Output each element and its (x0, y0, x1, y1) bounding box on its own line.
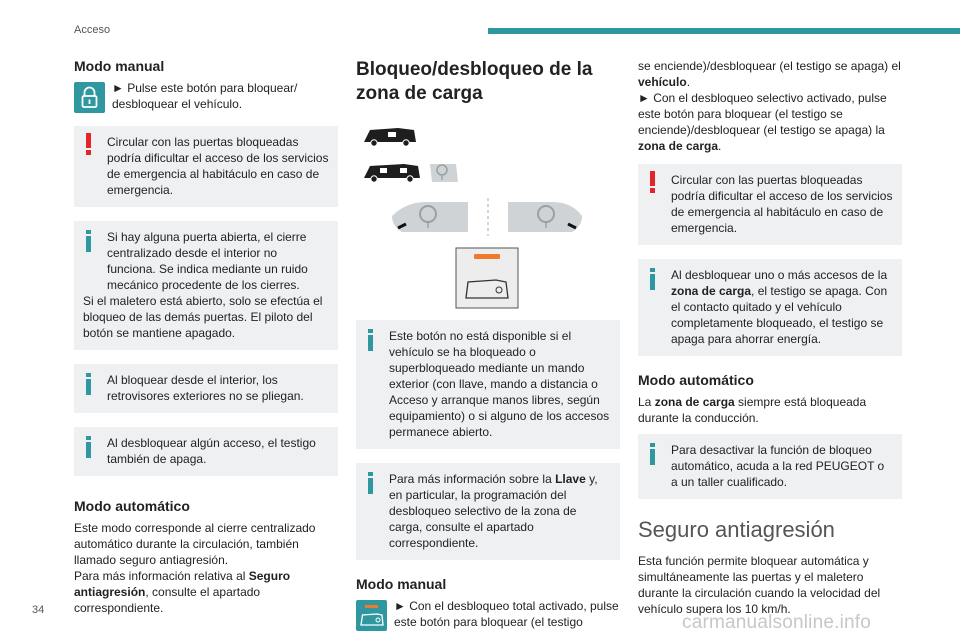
watermark: carmanualsonline.info (682, 612, 872, 633)
manual-mode-title: Modo manual (74, 58, 165, 74)
warning-text: Circular con las puertas bloqueadas podría dificultar el acceso de los servicios de emergencia al habitáculo en caso de emergencia. (107, 135, 329, 197)
info-box-deactivate (638, 434, 902, 499)
warning-icon (650, 171, 655, 193)
cargo-lock-button-icon (456, 248, 518, 308)
info-box-doors (74, 221, 338, 350)
steering-wheel-icon (508, 202, 582, 232)
column-left (74, 52, 338, 616)
info-box-mirrors (74, 364, 338, 413)
header-accent-bar (488, 28, 960, 34)
van-icon (364, 164, 420, 182)
info-text-indicator: Al desbloquear algún acceso, el testigo también de apaga. (107, 436, 316, 466)
info-icon (86, 230, 91, 252)
column-right (638, 52, 902, 617)
selective-unlock-text: ► Con el desbloqueo selectivo activado, pulse este botón para bloquear (el testigo se enciende)/desbloquear (el testigo se apaga) la zona de carga. (638, 91, 887, 153)
warning-box (74, 126, 338, 207)
column-middle (356, 52, 620, 640)
header-label: Acceso (74, 24, 111, 36)
info-icon (368, 472, 373, 494)
vehicle-lock-text: se enciende)/desbloquear (el testigo se apaga) el vehículo. (638, 59, 901, 89)
warning-text: Circular con las puertas bloqueadas podría dificultar el acceso de los servicios de emergencia al habitáculo en caso de emergencia. (671, 173, 893, 235)
info-text-cargo-indicator: Al desbloquear uno o más accesos de la zona de carga, el testigo se apaga. Con el contacto quitado y el vehículo completamente bloqueado, el testigo se apaga para ahorrar energía. (671, 268, 888, 346)
manual-mode-title-cargo: Modo manual (356, 576, 447, 592)
auto-mode-reference: Para más información relativa al Seguro antiagresión, consulte el apartado correspondiente. (74, 569, 291, 615)
info-icon (86, 373, 91, 395)
info-text-mirrors: Al bloquear desde el interior, los retrovisores exteriores no se pliegan. (107, 373, 304, 403)
lock-button-text: ► Pulse este botón para bloquear/ desbloquear el vehículo. (112, 81, 298, 111)
seguro-title: Seguro antiagresión (638, 517, 835, 542)
steering-wheel-icon (392, 202, 468, 232)
info-box-key (356, 463, 620, 560)
info-text-key: Para más información sobre la Llave y, en particular, la programación del desbloqueo selectivo de la zona de carga, consulte el apartado correspondiente. (389, 472, 598, 550)
seguro-text: Esta función permite bloquear automática y simultáneamente las puertas y el maletero durante la circulación cuando la velocidad del vehículo supera los 10 km/h. (638, 554, 881, 616)
auto-mode-title-cargo: Modo automático (638, 372, 754, 388)
info-icon (650, 268, 655, 290)
info-text-deactivate: Para desactivar la función de bloqueo automático, acuda a la red PEUGEOT o a un taller cualificado. (671, 443, 885, 489)
lock-button-icon (74, 82, 105, 113)
page-number: 34 (32, 604, 45, 616)
info-icon (368, 329, 373, 351)
warning-icon (86, 133, 91, 155)
cargo-lock-illustration (356, 122, 620, 310)
info-icon (86, 436, 91, 458)
info-text-boot: Si el maletero está abierto, solo se efectúa el bloqueo de las demás puertas. El piloto del botón se mantiene apagado. (83, 294, 323, 340)
warning-box (638, 164, 902, 245)
auto-mode-text: Este modo corresponde al cierre centralizado automático durante la circulación, también llamado seguro antiagresión. (74, 521, 316, 567)
van-icon (364, 128, 416, 146)
auto-mode-title: Modo automático (74, 498, 190, 514)
cargo-lock-title: Bloqueo/desbloqueo de la zona de carga (356, 59, 593, 104)
info-text-availability: Este botón no está disponible si el vehículo se ha bloqueado o superbloqueado mediante un mando exterior (con llave, mando a distancia o Acceso y arranque manos libres, según equipamiento) o si alguno de los accesos permanece abierto. (389, 329, 610, 439)
info-text-doors: Si hay alguna puerta abierta, el cierre centralizado desde el interior no funciona. Se indica mediante un ruido mecánico procedente de los cierres. (107, 230, 308, 292)
info-box-availability (356, 320, 620, 449)
steering-wheel-icon (430, 164, 458, 182)
cargo-lock-button-icon (356, 600, 387, 631)
info-box-cargo-indicator (638, 259, 902, 356)
info-box-indicator (74, 427, 338, 476)
cargo-button-text: ► Con el desbloqueo total activado, pulse este botón para bloquear (el testigo (394, 599, 619, 629)
info-icon (650, 443, 655, 465)
cargo-button-instruction (356, 598, 620, 634)
auto-mode-cargo-text: La zona de carga siempre está bloqueada durante la conducción. (638, 395, 867, 425)
lock-button-instruction (74, 80, 338, 116)
van-diagram (356, 122, 620, 310)
